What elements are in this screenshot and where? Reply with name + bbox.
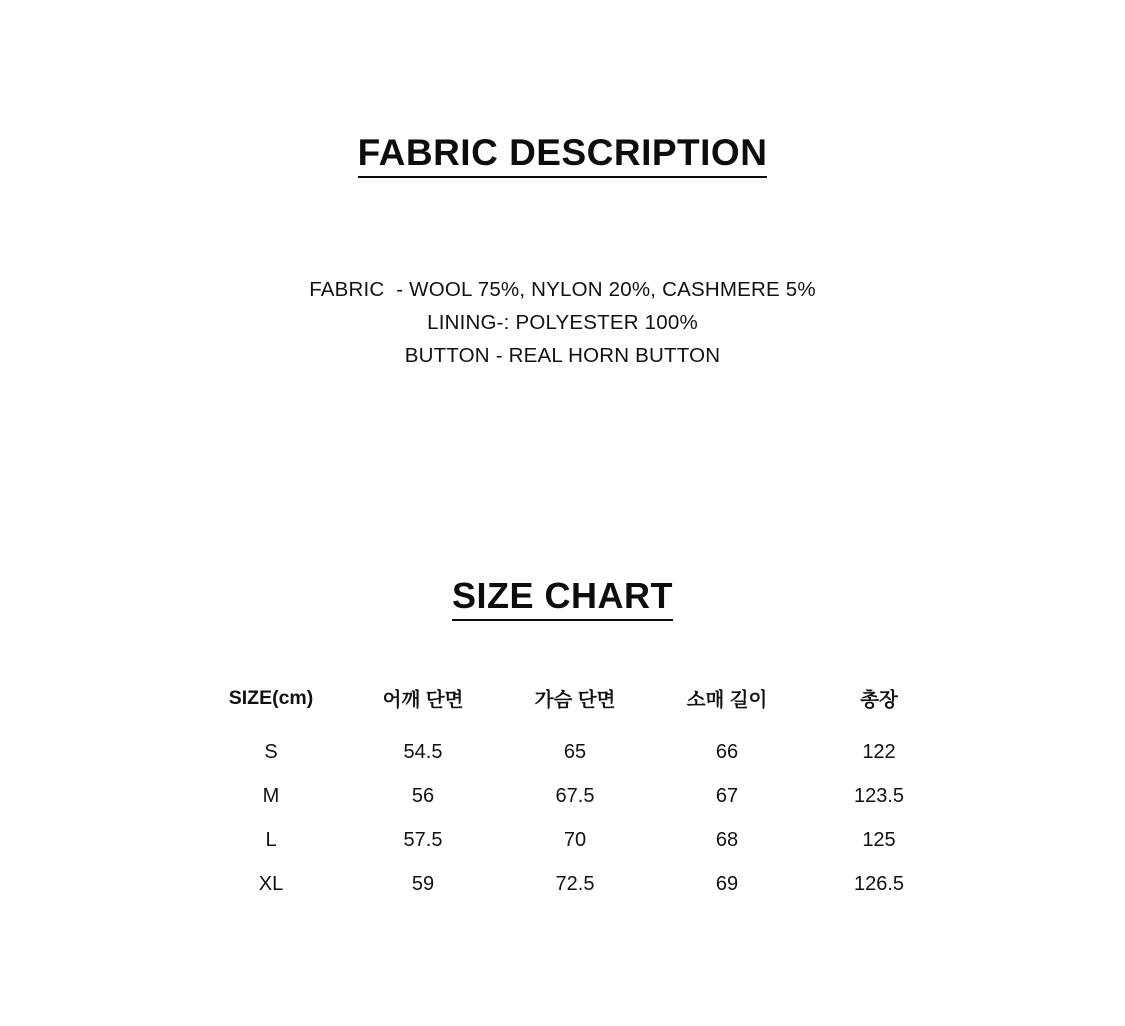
column-header-shoulder: 어깨 단면: [382, 689, 464, 711]
table-row: [195, 774, 955, 818]
column-header-size: SIZE(cm): [228, 686, 314, 709]
cell-sleeve: 67: [715, 784, 739, 807]
size-chart-title: SIZE CHART: [452, 576, 673, 621]
table-row: [195, 730, 955, 774]
cell-size: M: [262, 784, 280, 807]
cell-size: L: [265, 828, 277, 851]
column-header-chest: 가슴 단면: [534, 689, 616, 711]
column-header-length: 총장: [860, 689, 898, 711]
cell-length: 125: [862, 828, 896, 851]
cell-length: 122: [862, 740, 896, 763]
cell-size: S: [264, 740, 278, 763]
cell-chest: 72.5: [555, 872, 595, 895]
cell-length: 123.5: [853, 784, 905, 807]
cell-length: 126.5: [853, 872, 905, 895]
column-header-sleeve: 소매 길이: [686, 689, 768, 711]
table-row: [195, 862, 955, 906]
table-row: [195, 818, 955, 862]
cell-shoulder: 56: [411, 784, 435, 807]
cell-sleeve: 66: [715, 740, 739, 763]
size-chart-table-head: [195, 676, 955, 730]
fabric-line-lining: LINING-: POLYESTER 100%: [427, 311, 698, 335]
fabric-description-lines: [0, 273, 1125, 372]
cell-size: XL: [258, 872, 284, 895]
size-chart-section: [0, 552, 1125, 645]
fabric-description-title: FABRIC DESCRIPTION: [358, 133, 768, 179]
cell-shoulder: 54.5: [403, 740, 443, 763]
cell-chest: 67.5: [555, 784, 595, 807]
fabric-line-button: BUTTON - REAL HORN BUTTON: [404, 344, 721, 368]
size-chart-table: [195, 676, 955, 906]
size-chart-table-wrapper: [195, 676, 955, 906]
table-header-row: [195, 676, 955, 730]
cell-sleeve: 69: [715, 872, 739, 895]
cell-shoulder: 59: [411, 872, 435, 895]
cell-shoulder: 57.5: [403, 828, 443, 851]
cell-chest: 65: [563, 740, 587, 763]
size-chart-table-body: [195, 730, 955, 906]
cell-sleeve: 68: [715, 828, 739, 851]
fabric-description-section: [0, 108, 1125, 372]
fabric-line-material: FABRIC - WOOL 75%, NYLON 20%, CASHMERE 5%: [309, 278, 816, 302]
cell-chest: 70: [563, 828, 587, 851]
